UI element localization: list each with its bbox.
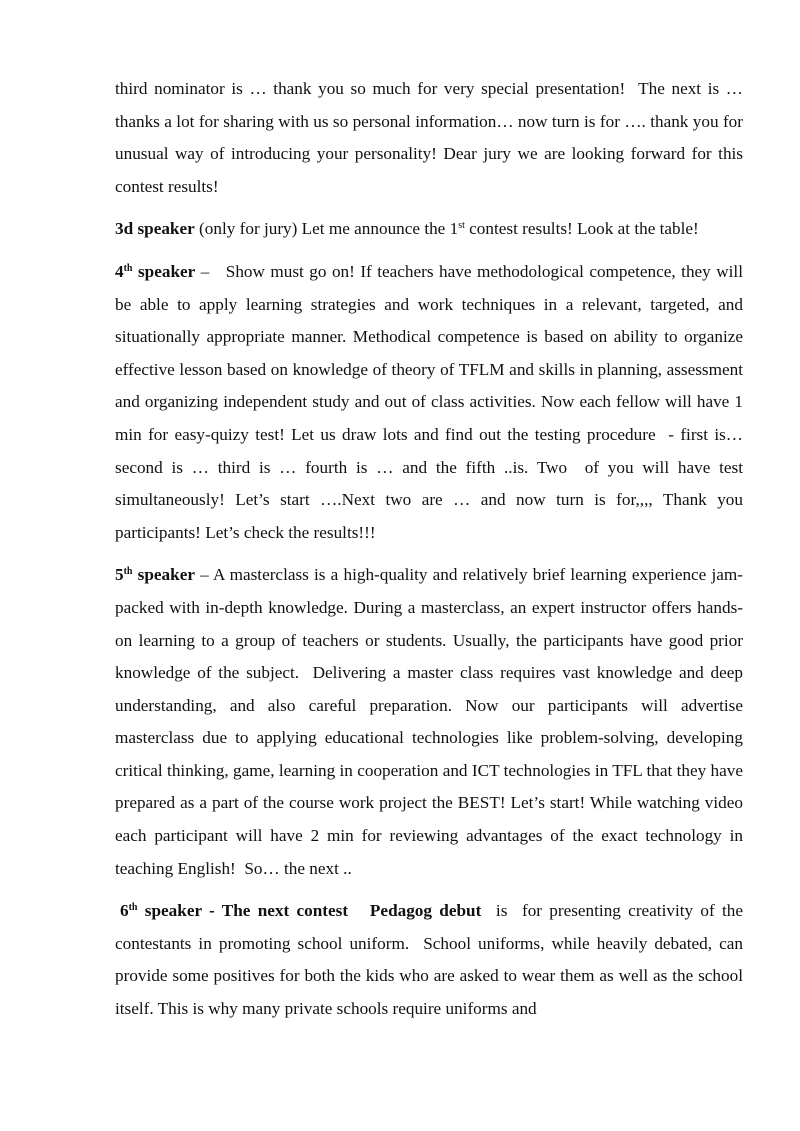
- paragraph-text: third nominator is … thank you so much for very special presentation! The next is … thanks a lot for sharing with us so personal information… now turn is for …. thank you for unusual way of introducing your personality! Dear jury we are looking forward for this contest results!: [115, 79, 748, 196]
- document-body: [115, 73, 752, 1036]
- speaker-number: 5: [115, 565, 124, 585]
- speaker-word: speaker: [132, 261, 196, 281]
- paragraph-text: is for presenting creativity of the contestants in promoting school uniform. School uniforms, while heavily debated, can provide some positives for both the kids who are asked to wear them as well as the school itself. This is why many private schools require uniforms and: [115, 901, 752, 1019]
- paragraph-text: contest results! Look at the table!: [464, 219, 699, 239]
- paragraph-text: – A masterclass is a high-quality and relatively brief learning experience jam-packed with in-depth knowledge. During a masterclass, an expert instructor offers hands-on learning to a group of teachers or students. Usually, the participants have good prior knowledge of the subject. Delivering a master class requires vast knowledge and deep understanding, and also careful preparation. Now our participants will advertise masterclass due to applying educational technologies like problem-solving, developing critical thinking, game, learning in cooperation and ICT technologies in TFL that they have prepared as a part of the course work project the BEST! Let’s start! While watching video each participant will have 2 min for reviewing advantages of the exact technology in teaching English! So… the next ..: [115, 565, 748, 878]
- paragraph-5th-speaker: [115, 559, 748, 885]
- ordinal-suffix: th: [123, 262, 133, 274]
- paragraph-text: – Show must go on! If teachers have methodological competence, they will be able to apply learning strategies and work techniques in a relevant, targeted, and situationally appropriate manner. Methodical competence is based on ability to organize effective lesson based on knowledge of theory of TFLM and skills in planning, assessment and organizing independent study and out of class activities. Now each fellow will have 1 min for easy-quizy test! Let us draw lots and find out the testing procedure - first is… second is … third is … fourth is … and the fifth ..is. Two of you will have test simultaneously! Let’s start ….Next two are … and now turn is for,,,, Thank you participants! Let’s check the results!!!: [115, 261, 752, 542]
- speaker-word: speaker: [132, 565, 195, 585]
- speaker-label: [120, 901, 481, 920]
- ordinal-suffix: th: [128, 902, 138, 914]
- speaker-word: speaker - The next contest Pedagog debut: [137, 901, 482, 921]
- speaker-number: 6: [120, 901, 129, 921]
- ordinal-suffix: th: [123, 566, 133, 578]
- speaker-label: 3d speaker: [115, 219, 195, 239]
- paragraph-3d-speaker: [115, 213, 743, 246]
- paragraph-text: (only for jury) Let me announce the 1: [194, 219, 459, 239]
- ordinal-suffix: st: [458, 220, 465, 232]
- paragraph-nominator-thanks: [115, 73, 748, 203]
- speaker-label: [115, 565, 195, 584]
- speaker-label: [115, 262, 195, 281]
- paragraph-6th-speaker: [115, 895, 752, 1025]
- paragraph-4th-speaker: [115, 256, 752, 549]
- speaker-number: 4: [115, 261, 124, 281]
